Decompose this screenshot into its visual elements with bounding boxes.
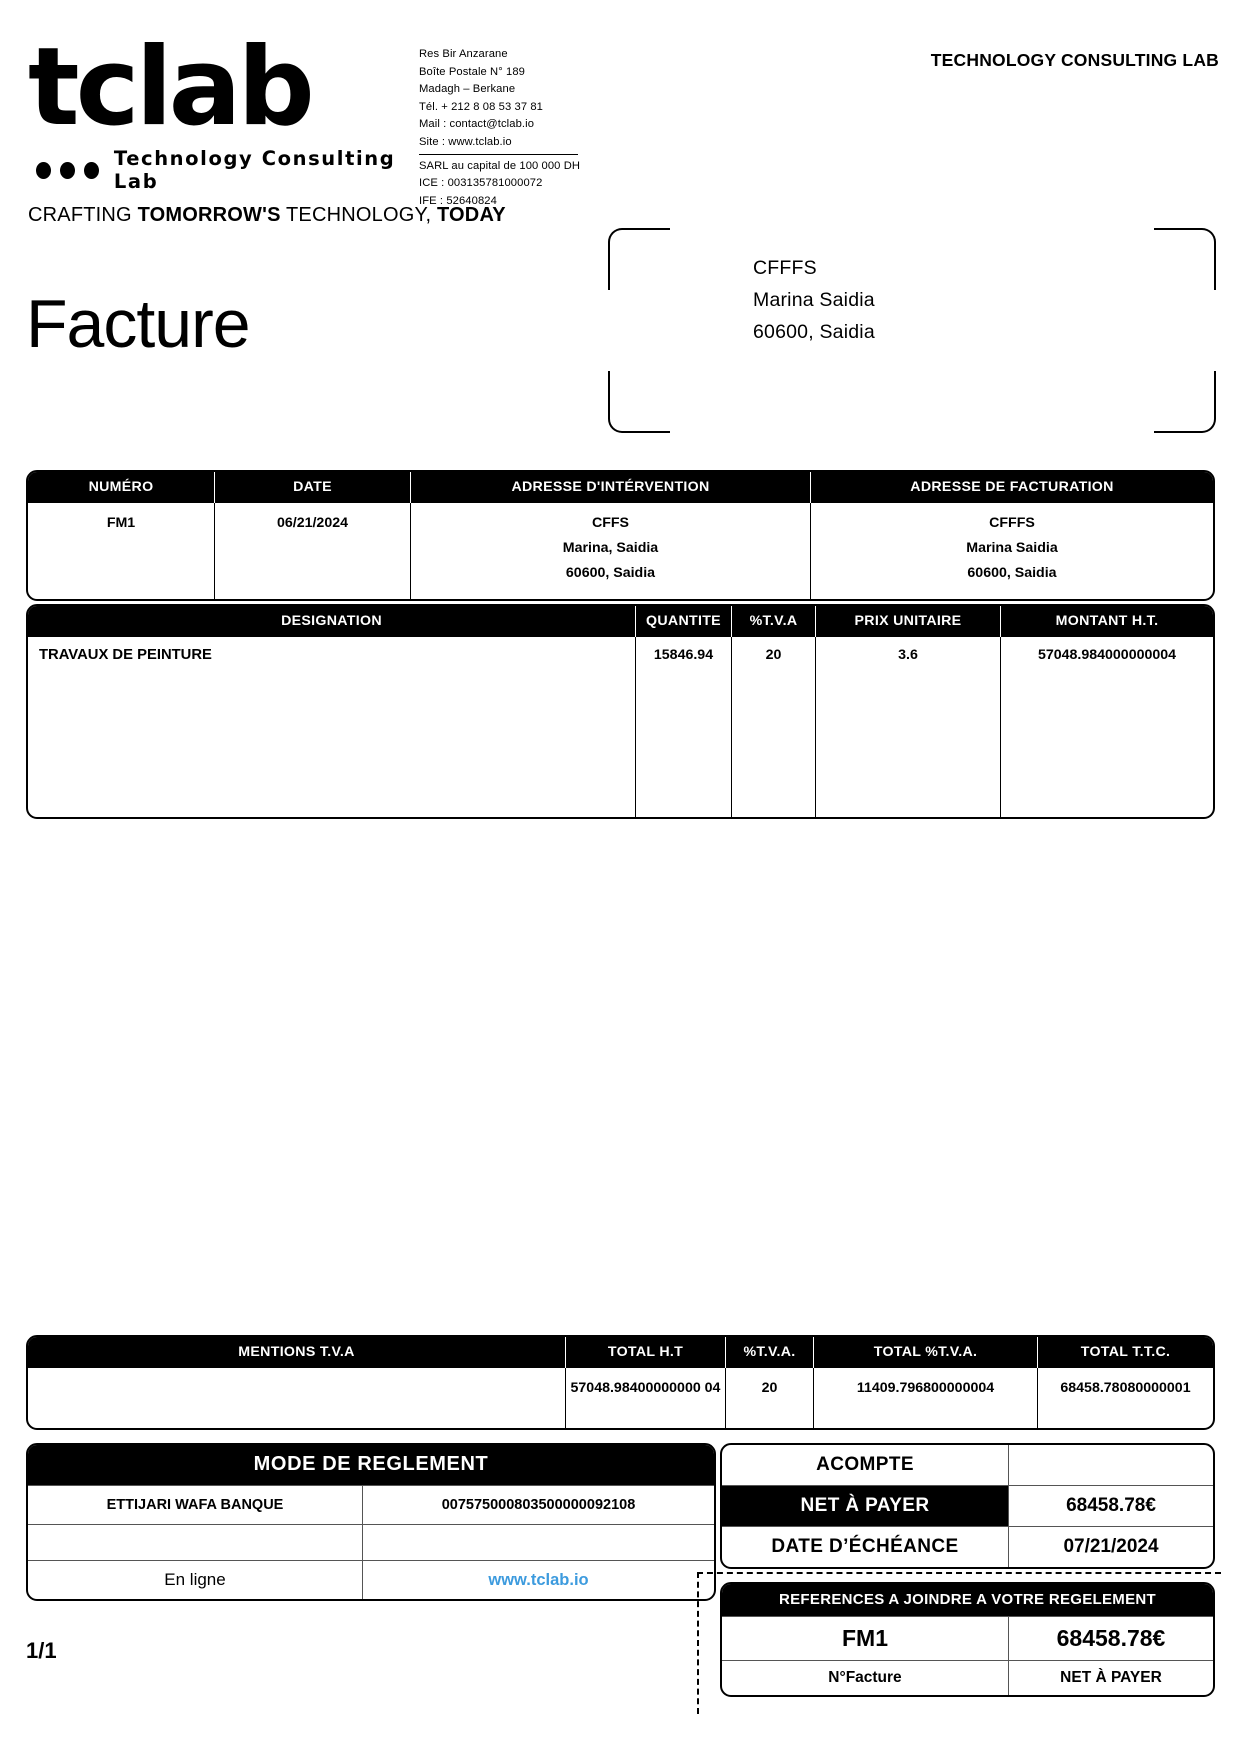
page-number: 1/1: [26, 1638, 57, 1663]
intervention-line-3: 60600, Saidia: [565, 565, 656, 581]
logo-subtitle: Technology Consulting Lab: [113, 147, 396, 194]
cell-total-pct-tva: 11409.796800000004: [814, 1368, 1038, 1428]
page-title: Facture: [26, 286, 250, 362]
references-table: [720, 1582, 1215, 1697]
logo-wordmark: tclab: [28, 25, 311, 150]
cell-quantite: 15846.94: [636, 637, 732, 819]
label-net-a-payer: NET À PAYER: [722, 1486, 1009, 1526]
address-divider: [419, 154, 578, 155]
cell-adresse-intervention: [411, 503, 811, 599]
header-quantite: QUANTITE: [636, 606, 732, 637]
cell-adresse-facturation: [811, 503, 1213, 599]
tagline-bold-1: TOMORROW'S: [137, 204, 281, 227]
label-reference-amount: NET À PAYER: [1060, 1669, 1162, 1686]
header-numero: NUMÉRO: [28, 472, 215, 503]
address-line-1: Res Bir Anzarane: [419, 48, 508, 60]
recipient-city: 60600, Saidia: [753, 321, 875, 343]
tagline-mid: TECHNOLOGY,: [280, 204, 437, 227]
logo-dot-1-icon: [36, 162, 51, 179]
address-site: Site : www.tclab.io: [419, 135, 512, 148]
tagline-bold-2: TODAY: [436, 204, 506, 227]
facturation-line-1: CFFFS: [989, 515, 1035, 531]
online-payment-link[interactable]: www.tclab.io: [488, 1571, 589, 1589]
value-net-a-payer: 68458.78€: [1066, 1495, 1156, 1516]
line-items-table: [26, 604, 1215, 819]
address-line-3: Madagh – Berkane: [419, 83, 516, 96]
header-prix-unitaire: PRIX UNITAIRE: [816, 606, 1001, 637]
legal-capital: SARL au capital de 100 000 DH: [419, 159, 581, 172]
table-row: [28, 637, 1213, 819]
cell-montant-ht: 57048.984000000004: [1037, 647, 1177, 663]
intervention-line-2: Marina, Saidia: [562, 540, 659, 556]
cell-designation: TRAVAUX DE PEINTURE: [28, 637, 636, 819]
value-reference-amount: 68458.78€: [1056, 1625, 1166, 1651]
references-values-row: [722, 1616, 1213, 1660]
logo-subtitle-row: [28, 147, 408, 193]
cell-numero: FM1: [28, 503, 215, 599]
address-line-2: Boîte Postale N° 189: [419, 65, 525, 78]
label-acompte: ACOMPTE: [722, 1445, 1009, 1485]
frame-corner-top-right-icon: [1154, 228, 1216, 290]
header-total-pct-tva: TOTAL %T.V.A.: [814, 1337, 1038, 1368]
label-invoice-number: N°Facture: [722, 1661, 1009, 1695]
value-acompte: [1009, 1445, 1213, 1485]
header-mentions-tva: MENTIONS T.V.A: [28, 1337, 566, 1368]
payment-blank-row: [28, 1524, 714, 1560]
cell-tva: 20: [732, 637, 816, 819]
header-montant-ht: MONTANT H.T.: [1055, 613, 1159, 629]
value-date-echeance: 07/21/2024: [1063, 1536, 1159, 1557]
info-table-row: [28, 503, 1213, 599]
cell-online-label: En ligne: [28, 1561, 363, 1599]
recipient-frame: [608, 228, 1216, 433]
cell-prix-unitaire: 3.6: [816, 637, 1001, 819]
cell-blank-right: [363, 1525, 714, 1560]
recipient-street: Marina Saidia: [753, 289, 875, 311]
net-payable-table: [720, 1443, 1215, 1569]
frame-corner-bottom-left-icon: [608, 371, 670, 433]
tva-summary-header-row: [28, 1337, 1213, 1368]
document-header: [0, 0, 1241, 225]
header-total-ht: TOTAL H.T: [566, 1337, 726, 1368]
header-adresse-facturation: ADRESSE DE FACTURATION: [910, 479, 1114, 495]
cell-bank-account: 007575000803500000092108: [441, 1497, 636, 1513]
tva-summary-table: [26, 1335, 1215, 1430]
company-name-header: TECHNOLOGY CONSULTING LAB: [930, 50, 1219, 70]
recipient-name: CFFFS: [753, 257, 817, 279]
label-date-echeance: DATE D’ÉCHÉANCE: [722, 1527, 1009, 1567]
header-designation: DESIGNATION: [28, 606, 636, 637]
date-echeance-row: [722, 1526, 1213, 1567]
acompte-row: [722, 1445, 1213, 1485]
payment-online-row: [28, 1560, 714, 1599]
frame-corner-top-left-icon: [608, 228, 670, 290]
frame-corner-bottom-right-icon: [1154, 371, 1216, 433]
cell-total-ht: 57048.98400000000 04: [566, 1368, 726, 1428]
value-invoice-number: FM1: [722, 1617, 1009, 1660]
tagline-pre: CRAFTING: [28, 204, 138, 227]
cell-bank-name: ETTIJARI WAFA BANQUE: [28, 1486, 363, 1524]
address-phone: Tél. + 212 8 08 53 37 81: [419, 100, 544, 113]
cell-blank-left: [28, 1525, 363, 1560]
logo-dot-3-icon: [84, 162, 99, 179]
payment-method-table: [26, 1443, 716, 1601]
recipient-address: [753, 252, 875, 348]
header-tva: %T.V.A: [732, 606, 816, 637]
net-a-payer-row: [722, 1485, 1213, 1526]
intervention-line-1: CFFS: [591, 515, 630, 531]
payment-method-title: MODE DE REGLEMENT: [28, 1445, 714, 1485]
facturation-line-2: Marina Saidia: [966, 540, 1058, 556]
logo-dot-2-icon: [60, 162, 75, 179]
invoice-info-table: [26, 470, 1215, 601]
header-total-ttc: TOTAL T.T.C.: [1080, 1344, 1171, 1360]
company-address-block: [419, 46, 589, 210]
facturation-line-3: 60600, Saidia: [967, 565, 1057, 581]
tva-summary-row: [28, 1368, 1213, 1428]
cell-total-ttc: 68458.78080000001: [1060, 1380, 1191, 1396]
legal-ife: IFE : 52640824: [419, 194, 497, 207]
header-adresse-intervention: ADRESSE D'INTÉRVENTION: [411, 472, 811, 503]
header-date: DATE: [215, 472, 411, 503]
payment-bank-row: [28, 1485, 714, 1524]
cell-mentions-tva: [28, 1368, 566, 1428]
legal-ice: ICE : 003135781000072: [419, 177, 543, 190]
references-title: REFERENCES A JOINDRE A VOTRE REGELEMENT: [722, 1584, 1213, 1616]
references-labels-row: [722, 1660, 1213, 1695]
address-email: Mail : contact@tclab.io: [419, 118, 535, 131]
info-table-header-row: [28, 472, 1213, 503]
cell-pct-tva: 20: [726, 1368, 814, 1428]
line-items-header-row: [28, 606, 1213, 637]
brand-tagline: [28, 204, 506, 227]
header-pct-tva: %T.V.A.: [726, 1337, 814, 1368]
cell-date: 06/21/2024: [215, 503, 411, 599]
